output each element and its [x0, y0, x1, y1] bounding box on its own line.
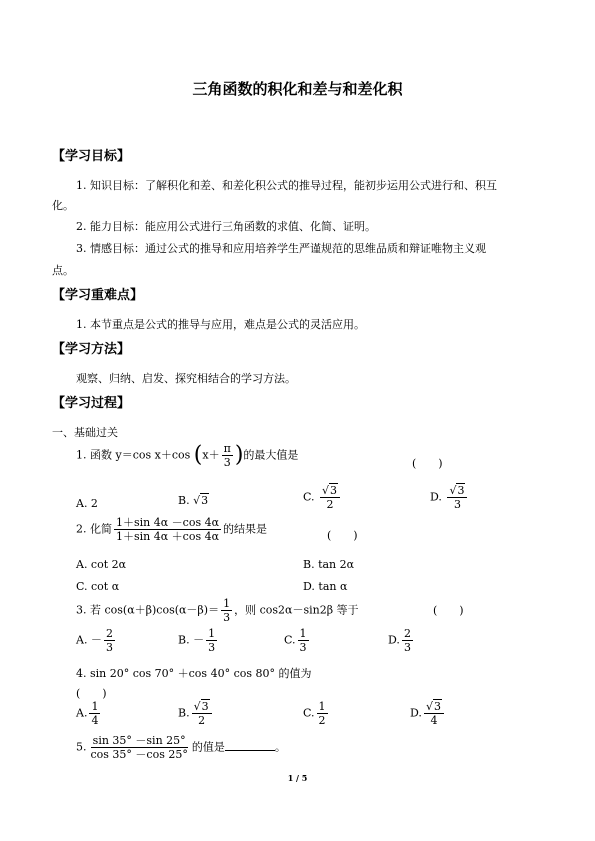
question-3-option-c	[284, 628, 311, 653]
process-heading: 【学习过程】	[52, 396, 131, 411]
option-label: D.	[388, 633, 400, 647]
page-number: 1 / 5	[287, 773, 308, 783]
goal-item-1-line-1: 1. 知识目标：了解积化和差、和差化积公式的推导过程，能初步运用公式进行和、积互	[76, 179, 497, 192]
question-3-suffix: ，则 cos2α－sin2β 等于	[234, 603, 359, 617]
question-4-option-b	[178, 701, 214, 726]
right-paren: )	[234, 442, 244, 468]
question-4-option-a	[76, 701, 102, 726]
keypoint-item-1: 1. 本节重点是公式的推导与应用，难点是公式的灵活应用。	[76, 318, 365, 331]
fraction	[447, 485, 467, 510]
option-label: A. －	[76, 633, 102, 647]
question-3-answer-bracket: ( )	[433, 604, 464, 617]
question-3-option-b	[178, 628, 219, 653]
question-1-answer-bracket: ( )	[412, 457, 443, 470]
question-5-end: 。	[274, 740, 286, 754]
fraction-numerator: 1＋sin 4α －cos 4α	[116, 516, 220, 529]
fraction-numerator: 1	[91, 700, 99, 713]
question-3-option-a	[76, 628, 117, 653]
goals-heading: 【学习目标】	[52, 149, 131, 164]
left-paren: (	[193, 442, 203, 468]
fraction-denominator: 3	[403, 641, 411, 654]
fraction-denominator: 3	[105, 641, 113, 654]
question-2-option-a: A. cot 2α	[76, 558, 127, 571]
fraction-denominator: 4	[430, 714, 438, 727]
goal-item-1-line-2: 化。	[52, 199, 74, 212]
option-label: C.	[303, 706, 315, 720]
fraction-numerator: √3	[320, 485, 340, 498]
fraction	[320, 485, 340, 510]
answer-blank[interactable]	[225, 750, 275, 751]
option-label: B.	[178, 494, 190, 507]
fraction-numerator: 1	[299, 627, 307, 640]
question-1-suffix: 的最大值是	[243, 448, 299, 462]
option-label: D.	[410, 706, 422, 720]
radicand: 3	[433, 700, 441, 713]
question-1-option-c	[303, 485, 342, 510]
basic-section-label: 一、基础过关	[52, 426, 118, 439]
question-1-prefix: 1. 函数 y＝cos x＋cos	[76, 448, 191, 462]
question-3-stem	[76, 598, 359, 623]
radicand: 3	[201, 494, 209, 507]
fraction-numerator: √3	[192, 701, 212, 714]
fraction	[104, 628, 115, 653]
goal-item-3-line-1: 3. 情感目标：通过公式的推导和应用培养学生严谨规范的思维品质和辩证唯物主义观	[76, 242, 486, 255]
fraction-numerator: 2	[403, 627, 411, 640]
fraction-denominator: 3	[223, 456, 231, 469]
keypoints-heading: 【学习重难点】	[52, 288, 144, 303]
fraction	[89, 735, 190, 760]
question-4-stem: 4. sin 20° cos 70° ＋cos 40° cos 80° 的值为	[76, 667, 312, 680]
question-3-option-d	[388, 628, 415, 653]
radicand: 3	[330, 484, 338, 497]
option-label: C.	[284, 633, 296, 647]
fraction	[89, 701, 100, 726]
question-2-option-d: D. tan α	[303, 580, 348, 593]
method-heading: 【学习方法】	[52, 342, 131, 357]
option-label: B.	[178, 706, 190, 720]
sqrt-expression: √3	[193, 494, 209, 507]
question-4-option-c	[303, 701, 330, 726]
fraction-denominator: 2	[326, 498, 334, 511]
question-2-suffix: 的结果是	[223, 522, 268, 536]
fraction-numerator: π	[223, 442, 231, 455]
fraction-denominator: 3	[453, 498, 461, 511]
fraction-numerator: √3	[447, 485, 467, 498]
fraction-denominator: 3	[223, 611, 231, 624]
question-2-option-c: C. cot α	[76, 580, 120, 593]
question-4-option-d	[410, 701, 446, 726]
option-label: D.	[430, 490, 442, 504]
radicand: 3	[201, 700, 209, 713]
question-3-prefix: 3. 若 cos(α＋β)cos(α－β)＝	[76, 603, 220, 617]
fraction	[402, 628, 413, 653]
fraction	[206, 628, 217, 653]
fraction	[114, 517, 221, 542]
question-1-inner: x＋	[202, 448, 220, 462]
question-5-prefix: 5.	[76, 740, 87, 754]
question-2-stem	[76, 517, 267, 542]
question-1-option-b	[178, 494, 209, 507]
goal-item-2: 2. 能力目标：能应用公式进行三角函数的求值、化简、证明。	[76, 220, 376, 233]
fraction	[298, 628, 309, 653]
goal-item-3-line-2: 点。	[52, 264, 74, 277]
question-1-stem	[76, 443, 298, 468]
question-2-option-b: B. tan 2α	[303, 558, 355, 571]
question-2-prefix: 2. 化简	[76, 522, 112, 536]
question-1-option-d	[430, 485, 469, 510]
radicand: 3	[457, 484, 465, 497]
fraction-denominator: 3	[299, 641, 307, 654]
fraction-numerator: 2	[105, 627, 113, 640]
fraction	[424, 701, 444, 726]
fraction-denominator: 2	[198, 714, 206, 727]
question-1-option-a: A. 2	[76, 497, 98, 510]
fraction	[221, 598, 232, 623]
fraction-denominator: cos 35° －cos 25°	[90, 748, 188, 761]
fraction-numerator: √3	[424, 701, 444, 714]
option-label: A.	[76, 706, 88, 720]
page-title: 三角函数的积化和差与和差化积	[192, 80, 403, 98]
fraction	[192, 701, 212, 726]
option-label: B. －	[178, 633, 205, 647]
fraction-numerator: 1	[318, 700, 326, 713]
fraction-denominator: 4	[91, 714, 99, 727]
question-4-answer-bracket: ( )	[76, 687, 107, 700]
pi-over-3-fraction	[222, 443, 233, 468]
question-5-suffix: 的值是	[191, 740, 225, 754]
method-text: 观察、归纳、启发、探究相结合的学习方法。	[76, 372, 296, 385]
fraction	[317, 701, 328, 726]
fraction-numerator: sin 35° －sin 25°	[92, 734, 186, 747]
fraction-denominator: 1＋sin 4α ＋cos 4α	[116, 530, 220, 543]
fraction-denominator: 2	[318, 714, 326, 727]
question-5-stem	[76, 735, 286, 760]
question-2-answer-bracket: ( )	[327, 529, 358, 542]
fraction-denominator: 3	[208, 641, 216, 654]
option-label: C.	[303, 490, 315, 504]
fraction-numerator: 1	[223, 597, 231, 610]
fraction-numerator: 1	[208, 627, 216, 640]
